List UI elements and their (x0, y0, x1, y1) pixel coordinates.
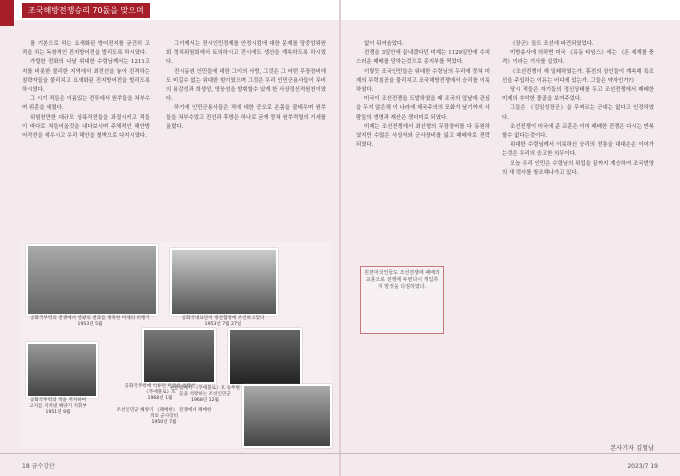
photo-caption-3: 공화국무력의 적을 저지하여 고지를 지켜낸 해양기 지휘부 1951년 9월 (29, 398, 87, 415)
photo-caption-5: 공화국무력에 억류된 미국의 침략선 《푸에블로》호 1968년 1월 (124, 384, 196, 401)
footer-right: 2023/7 19 (627, 463, 658, 470)
footer-rule (0, 453, 680, 454)
photo-collage (20, 242, 332, 448)
footer-left: 18 금수강산 (22, 463, 55, 470)
article-column-3: 없이 뒤여숨었다. 전쟁을 3일안에 끝내겠다던 미제는 1129일만에 수치스러운 패배를 당하는것으로 종지부를 찍었다. 이렇듯 조국인민들은 위대한 수령님의 두리에 뭉쳐 미제의 무력침공을 물리치고 조국해방전쟁에서 승리를 이룩하였다. 미국이 조선전쟁을 도발하였을 때 조국의 앞날에 관심을 두지 않은채 이 나라에 제국주의의 포화가 날기까지 사람들의 생명과 재산은 잿더미로 되였다. 미제는 조선전쟁에서 최신형의 무장장비를 다 동원하였지만 수많은 사상자와 군사장비를 잃고 패배자로 전락되였다. (356, 41, 490, 149)
side-note-box: 원천미국인들도 조선전쟁에 패배의 교훈으로 전쟁에 두번다시 개입하지 말것을 다짐하였다. (360, 266, 444, 334)
author-credit: 본사기자 김철남 (610, 445, 654, 452)
header-accent (0, 0, 14, 26)
photo-caption-4: 조선인민군 해양기 《패배한》 전쟁에서 패배한 적의 군사장비 1950년 7월 (116, 408, 212, 425)
article-column-4: 《장군》들도 조선에 파견되였었다. 미방송사에 의하면 미국 《유동 타임스》에는 《온 세계를 충격》이라는 기사를 실었다. 《조선전쟁이 재 일쇄하였는가. 휴전의 상인들이 계속해 특조선을 주입하는 이유는 어디에 있는가. 그들은 약자인가?》 당시 적들은 자기들의 정신상태를 두고 조선전쟁에서 패배한 미제의 추악한 몰골을 보여주었다. 그들은 《김일성장군》을 무찌르는 군대는 없다고 인정하였다. 조선전쟁이 미국에 준 교훈은 이미 패배한 전쟁은 다시는 반복할수 없다는것이다. 위대한 수령님께서 이룩하신 승리의 전통을 대대손손 이어가는것은 우리의 숭고한 의무이다. 오늘 우리 인민은 수령님의 위업을 끝까지 계승하여 조국번영의 새 력사를 창조해나가고 있다. (502, 41, 654, 176)
article-column-2: 그이께서는 전시인민경제를 안정시킴에 대한 문제를 당중앙위원회 정치위원회에서 토의하시고 전시에도 생산을 계속하도록 하시였다. 전시동원 인민들에 대한 그이의 사랑, 그것은 그 어떤 무장장비에도 비길수 없는 위대한 힘이였으며 그것은 우리 인민군용사들이 무비의 용감성과 희생성, 영웅성을 발휘할수 있게 한 사상정신적원천이였다. 하기에 인민군용사들은 적에 대한 증오로 온몸을 불태우며 원쑤들을 쳐부수었고 전선과 후방은 하나로 굳게 뭉쳐 원쑤격멸의 기세를 올렸다. (166, 41, 326, 130)
section-header: 조국해방전쟁승리 70돐을 맞으며 (22, 3, 150, 18)
photo-ship (142, 328, 216, 384)
photo-caption-6: 판문점에서 《푸에블로》호 승무원들을 석방하는 조선인민군 1968년 12월 (170, 386, 240, 403)
photo-smoke-field (170, 248, 278, 316)
photo-ceremony (242, 384, 332, 448)
photo-caption-1: 공화국무력의 전쟁에서 영광의 전과를 쟁취한 미제의 비행기 1953년 5월 (30, 316, 150, 327)
photo-aircraft (26, 342, 98, 398)
photo-soldiers (228, 328, 302, 386)
photo-helicopter (26, 244, 158, 316)
page-gutter (339, 0, 341, 476)
photo-caption-2: 공화국대표단이 정전협정에 조인하고있다 1953년 7월 27일 (181, 316, 265, 327)
article-column-1: 를 기본으로 하는 요새화된 방어전지를 굳건히 고 적을 치는 독창적인 진지방어전을 벌리도록 하시였다. 가렬한 전화의 나날 위대한 수령님께서는 1211고지를 비롯한 불리한 지역에서 최전선을 놓아 진격하는 침략자들을 물리치고 요새화된 진지방어전을 벌리도록 하시였다. 그 시기 적들은 이름있는 전투에서 원쑤들을 쳐부수며 위훈을 세웠다. 위험천만한 대규모 상륙작전들을 좌절시키고 적들이 바다로 쳐들어올것을 내다보시며 주체적인 해안방어작전을 세우시고 우리 해안을 철벽으로 다지시였다. (22, 41, 150, 140)
